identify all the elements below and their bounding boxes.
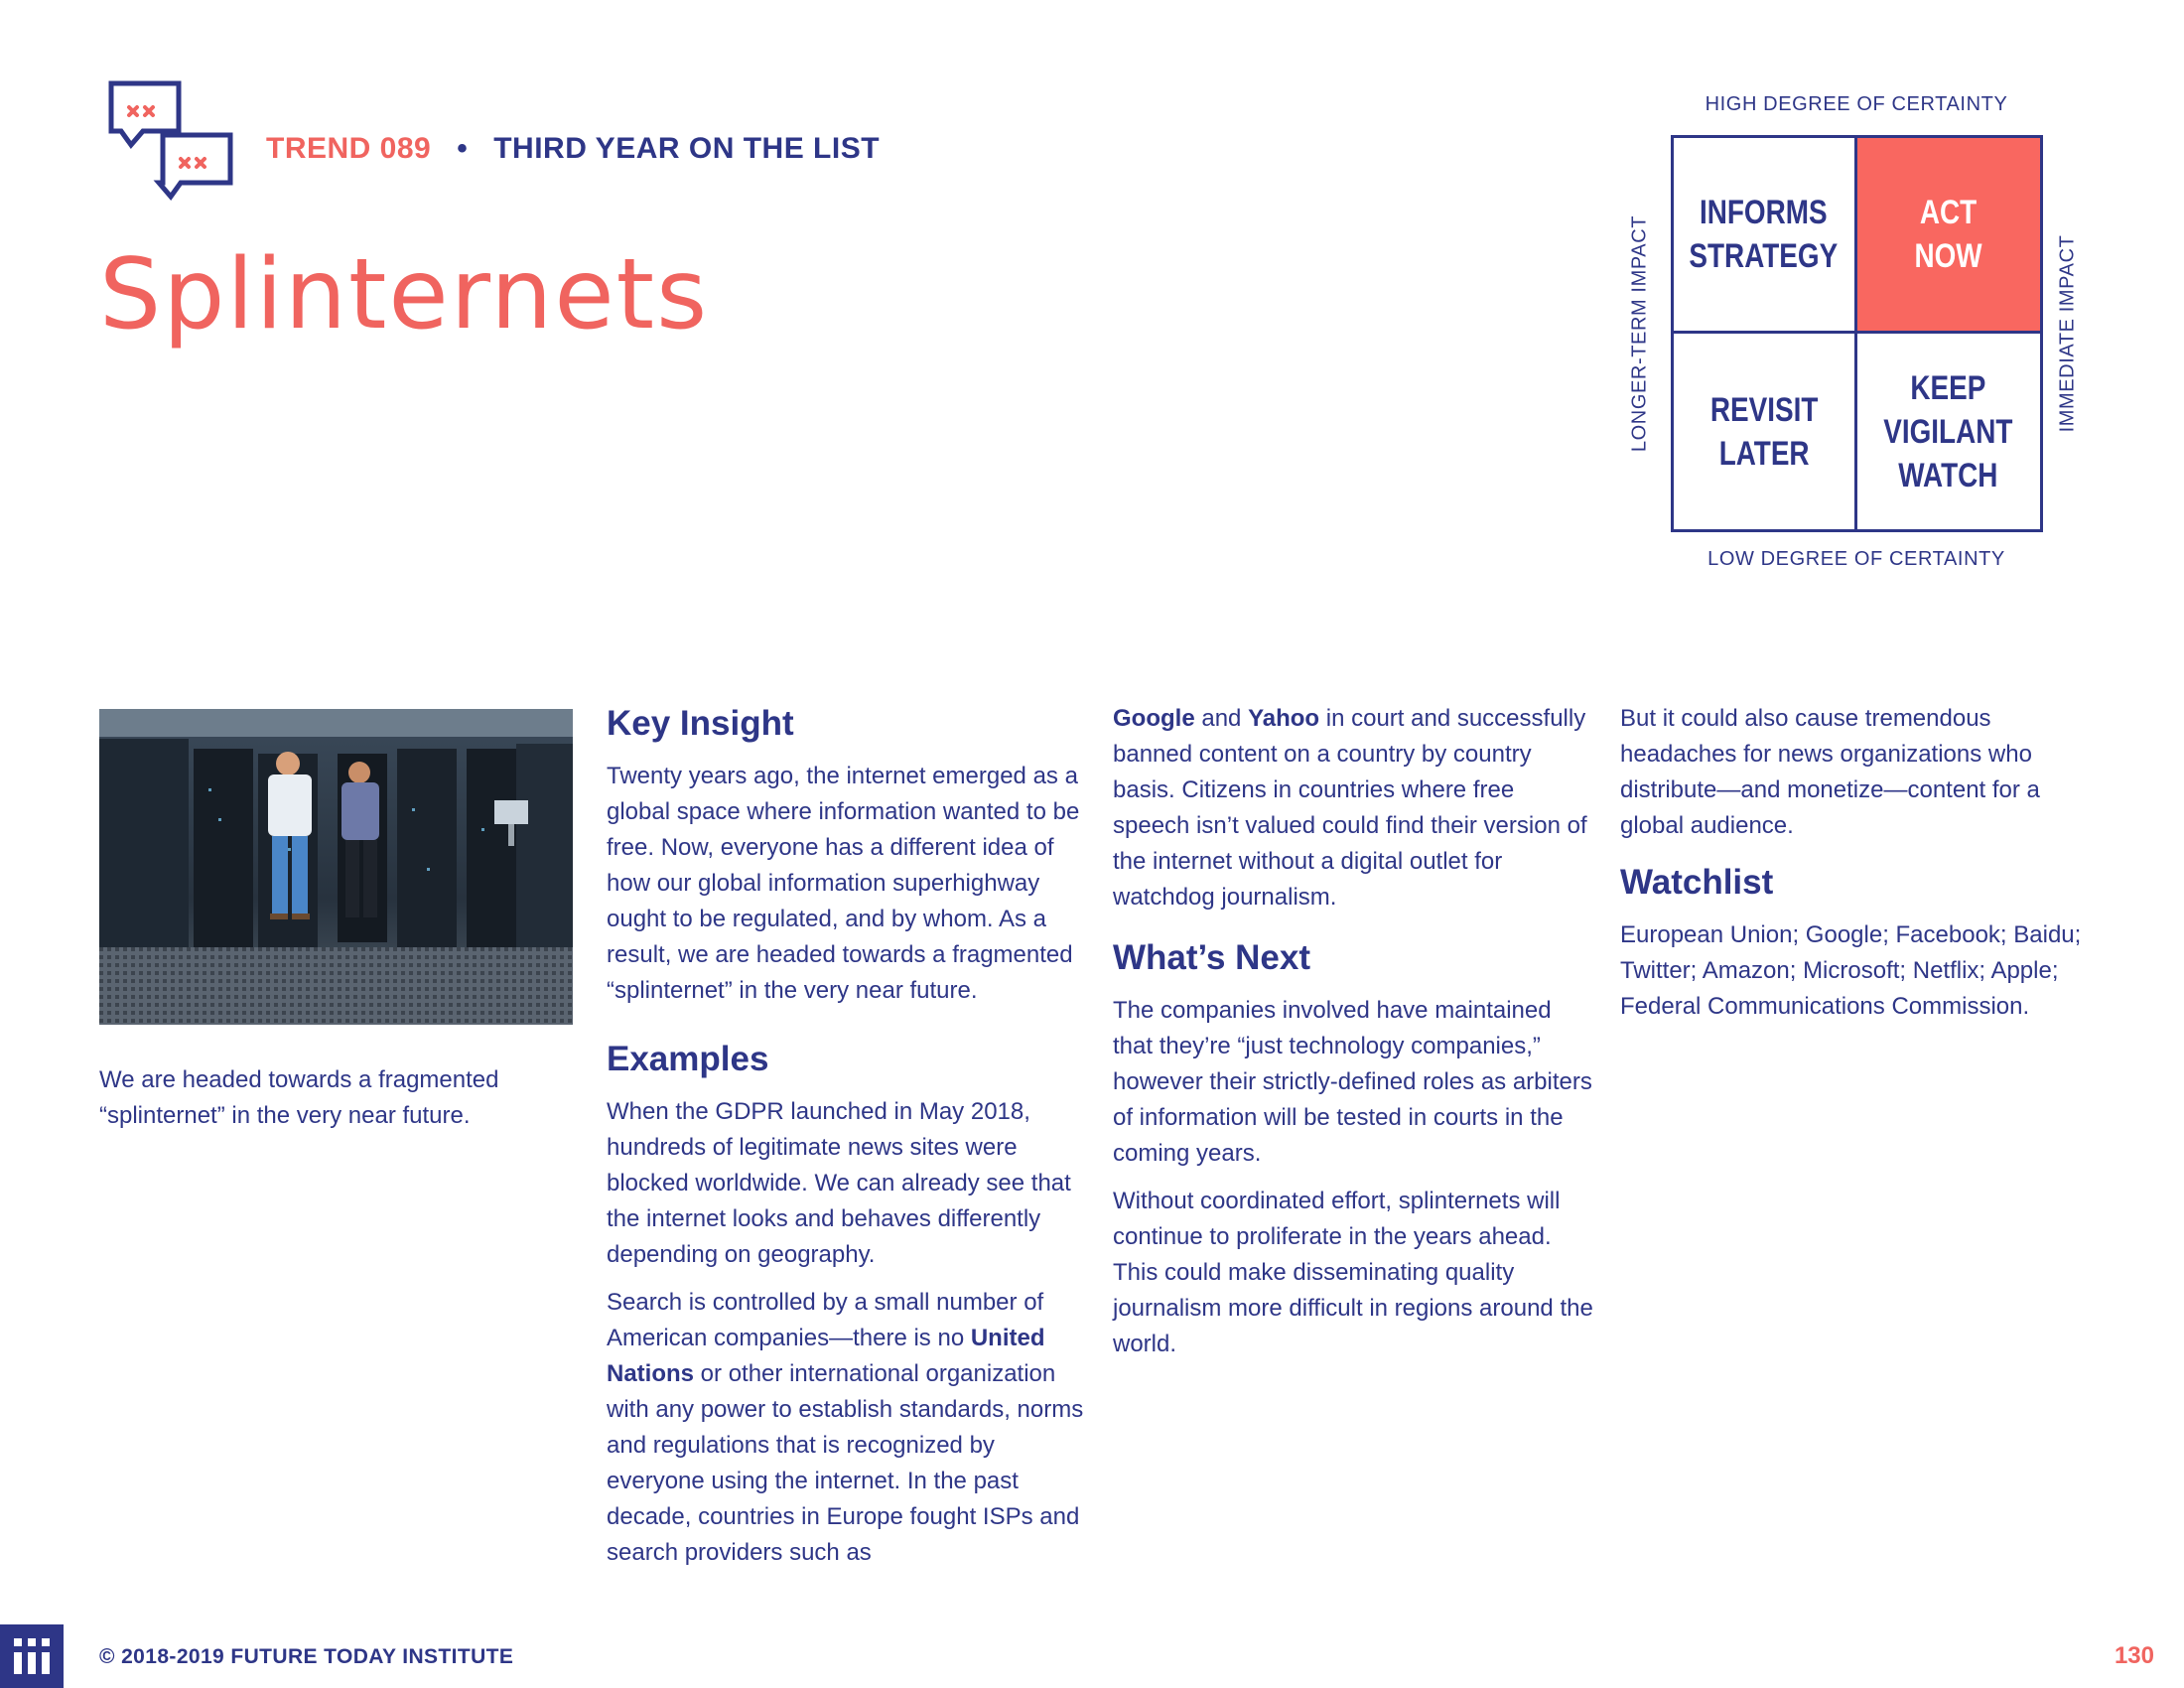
matrix-bottom-label: LOW DEGREE OF CERTAINTY <box>1707 548 2005 570</box>
matrix-cell-keep-vigilant-watch <box>1857 334 2041 529</box>
cell-line: NOW <box>1914 237 1982 275</box>
key-insight-text: Twenty years ago, the internet emerged as a global space where information wanted to be free. Now, everyone has a different idea of how our global information superhighway ought to be regulated, and by whom. As a result, we are headed towards a fragmented “splinternet” in the very near future. <box>607 763 1080 1004</box>
watchlist-heading: Watchlist <box>1620 863 1774 902</box>
examples-paragraph-2-start <box>607 1285 1089 1571</box>
whats-next-heading: What’s Next <box>1113 938 1311 977</box>
examples-heading: Examples <box>607 1040 769 1078</box>
copyright: © 2018-2019 FUTURE TODAY INSTITUTE <box>99 1645 514 1668</box>
text-run: Search is controlled by a small number of American companies—there is no <box>607 1289 1044 1351</box>
key-insight-heading: Key Insight <box>607 704 794 743</box>
watchlist-text: European Union; Google; Facebook; Baidu; Twitter; Amazon; Microsoft; Netflix; Apple; Federal Communications Commission. <box>1620 921 2082 1020</box>
photo-caption: We are headed towards a fragmented “splinternet” in the very near future. <box>99 1066 499 1129</box>
page-number: 130 <box>2114 1642 2154 1669</box>
cell-line: ACT <box>1920 194 1978 231</box>
bullet: • <box>457 132 469 165</box>
bold-google: Google <box>1113 705 1195 732</box>
matrix-right-label: IMMEDIATE IMPACT <box>2056 234 2079 433</box>
bold-yahoo: Yahoo <box>1248 705 1320 732</box>
page-title: Splinternets <box>99 238 710 352</box>
server-room-photo <box>99 709 573 1025</box>
cell-line: REVISIT <box>1709 390 1818 429</box>
matrix-top-label: HIGH DEGREE OF CERTAINTY <box>1705 93 2008 115</box>
matrix-cell-informs-strategy <box>1674 138 1857 334</box>
text-run: and <box>1194 705 1249 732</box>
whats-next-paragraph-3: But it could also cause tremendous headaches for news organizations who distribute—and monetize—content for a global audience. <box>1620 705 2040 839</box>
whats-next-paragraph-2: Without coordinated effort, splinternets will continue to proliferate in the years ahead. This could make disseminating quality journalism more difficult in regions around the world. <box>1113 1188 1593 1357</box>
matrix-left-label: LONGER-TERM IMPACT <box>1628 214 1651 453</box>
cell-line: VIGILANT <box>1883 412 2013 451</box>
trend-line <box>266 132 880 166</box>
cell-line: STRATEGY <box>1689 237 1839 275</box>
year-status: THIRD YEAR ON THE LIST <box>493 132 881 165</box>
text-run: in court and successfully banned content on a country by country basis. Citizens in countries where free speech isn’t valued could find their version of the internet without a digital outlet for watchdog journalism. <box>1113 705 1587 911</box>
matrix-cell-act-now <box>1857 138 2041 334</box>
column-watchlist <box>1620 701 2097 1037</box>
text-run: or other international organization with any power to establish standards, norms and regulations that is recognized by everyone using the internet. In the past decade, countries in Europe fought ISPs and search providers such as <box>607 1360 1084 1566</box>
examples-paragraph-2-cont <box>1113 701 1595 915</box>
matrix-cell-revisit-later <box>1674 334 1857 529</box>
whats-next-paragraph-1: The companies involved have maintained that they’re “just technology companies,” however their strictly-defined roles as arbiters of information will be tested in courts in the coming years. <box>1113 997 1592 1167</box>
bold-un: United Nations <box>607 1325 1045 1387</box>
column-whats-next <box>1113 701 1595 1374</box>
speech-bubbles-icon <box>107 79 238 222</box>
ftl-logo-icon <box>0 1624 64 1688</box>
trend-number: TREND 089 <box>266 132 432 165</box>
cell-line: INFORMS <box>1700 194 1829 231</box>
matrix-grid <box>1671 135 2043 532</box>
cell-line: LATER <box>1718 434 1810 473</box>
cell-line: KEEP <box>1910 368 1986 407</box>
column-key-insight <box>607 703 1089 1583</box>
cell-line: WATCH <box>1898 456 1998 494</box>
examples-paragraph-1: When the GDPR launched in May 2018, hundreds of legitimate news sites were blocked worldwide. We can already see that the internet looks and behaves differently depending on geography. <box>607 1098 1071 1268</box>
